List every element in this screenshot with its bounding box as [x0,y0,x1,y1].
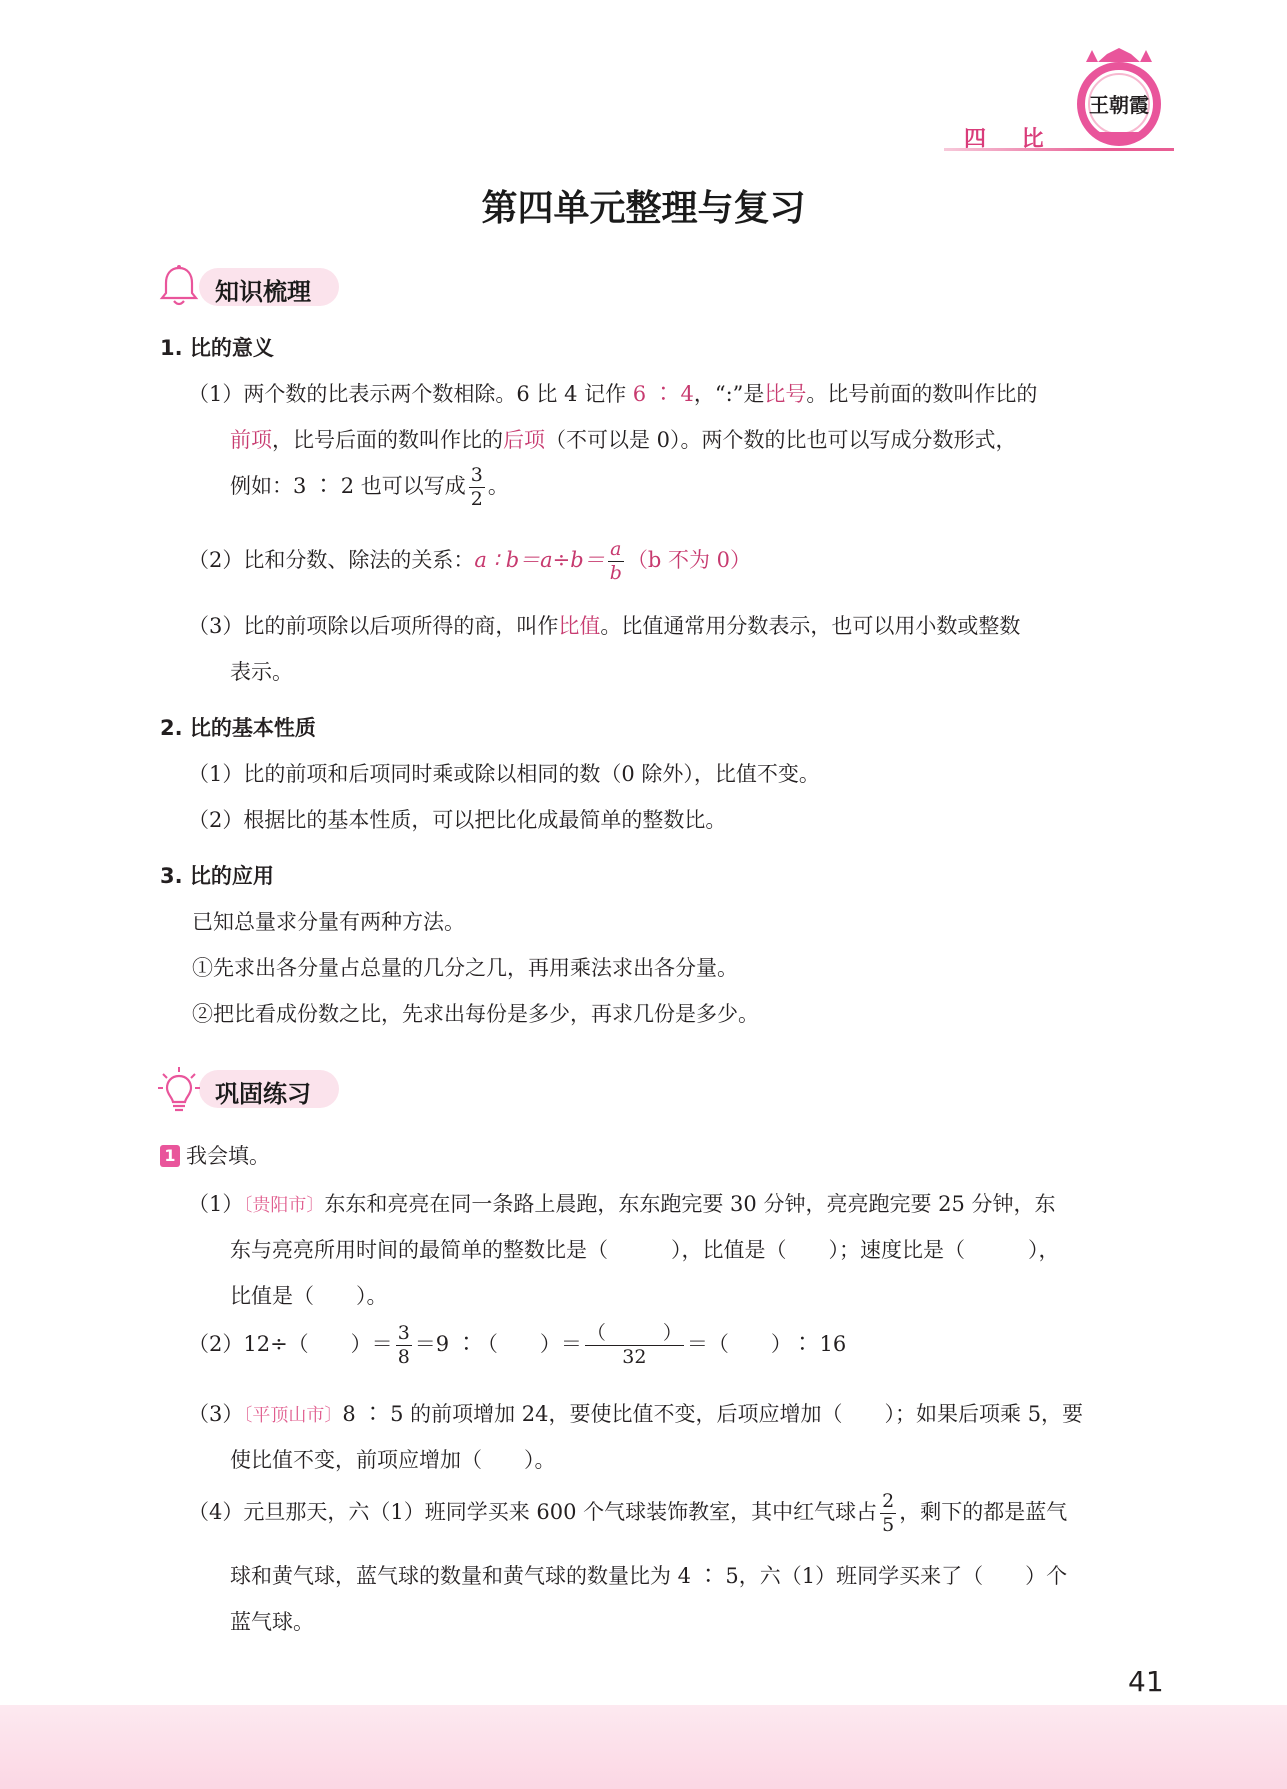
svg-text:王朝霞: 王朝霞 [1089,93,1149,117]
highlight-formula: a ∶ b＝a÷b＝ [474,548,605,572]
section-knowledge-label: 知识梳理 [215,278,311,306]
footer-band [0,1705,1287,1789]
text-span: （2）比和分数、除法的关系： [188,548,475,572]
highlight-term: 比号 [764,382,807,406]
fraction-numerator: （ ） [586,1322,682,1344]
text-line: 已知总量求分量有两种方法。 [192,910,465,934]
text-line: ②把比看成份数之比，先求出每份是多少，再求几份是多少。 [192,1002,759,1026]
text-line [188,1188,1056,1218]
text-span: 8 ∶ 5 的前项增加 24，要使比值不变，后项应增加（ ）；如果后项乘 5，要 [342,1402,1084,1426]
text-line: （1）比的前项和后项同时乘或除以相同的数（0 除外），比值不变。 [188,762,820,786]
text-line: 球和黄气球，蓝气球的数量和黄气球的数量比为 4 ∶ 5，六（1）班同学买来了（ ）个 [230,1564,1068,1588]
fraction-denominator: 2 [470,488,483,510]
fraction [469,466,485,509]
text-span: ＝9 ∶（ ）＝ [414,1332,582,1356]
highlight-formula: （b 不为 0） [626,548,752,572]
highlight-term: 后项 [503,428,545,452]
text-span: 。比号前面的数叫作比的 [806,382,1038,406]
highlight-term: 前项 [230,428,272,452]
highlight-term: 6 ∶ 4 [632,382,694,406]
text-line: 使比值不变，前项应增加（ ）。 [230,1448,556,1472]
text-line [188,610,1020,640]
highlight-term: 比值 [558,614,601,638]
source-tag: 〔贵阳市〕 [243,1195,325,1216]
fraction [396,1324,412,1367]
text-span: （1）两个数的比表示两个数相除。6 比 4 记作 [188,382,633,406]
text-span: ，比号后面的数叫作比的 [272,428,503,452]
text-line: 蓝气球。 [230,1610,314,1634]
fraction-denominator: b [609,562,622,584]
text-span: 。比值通常用分数表示，也可以用小数或整数 [600,614,1021,638]
text-line [188,1398,1083,1428]
text-line: 东与亮亮所用时间的最简单的整数比是（ ），比值是（ ）；速度比是（ ）， [230,1238,1060,1262]
text-span: （1） [188,1192,244,1216]
text-line: （2）根据比的基本性质，可以把比化成最简单的整数比。 [188,808,727,832]
text-line [188,378,1037,408]
fraction-numerator: a [610,538,622,560]
fraction-numerator: 3 [470,464,483,486]
fraction-denominator: 5 [882,1514,895,1536]
text-span: 例如：3 ∶ 2 也可以写成 [230,474,466,498]
text-span: 我会填。 [186,1144,270,1168]
text-line: ①先求出各分量占总量的几分之几，再用乘法求出各分量。 [192,956,738,980]
text-span: （3） [188,1402,244,1426]
question-title [160,1140,270,1170]
chapter-tag-text: 四 比 [964,127,1058,152]
text-span: 。 [487,474,509,498]
text-span: （2）12÷（ ）＝ [188,1332,393,1356]
section-practice-header [157,1066,377,1110]
chapter-tag [944,122,1174,152]
text-line [188,1492,1067,1535]
fraction-denominator: 8 [397,1346,410,1368]
text-span: （不可以是 0）。两个数的比也可以写成分数形式， [545,428,1017,452]
lightbulb-icon [157,1066,201,1114]
text-span: （3）比的前项除以后项所得的商，叫作 [188,614,559,638]
fraction [585,1324,684,1367]
heading-ratio-application: 3. 比的应用 [160,864,274,888]
question-number-badge: 1 [160,1145,180,1167]
text-span: 东东和亮亮在同一条路上晨跑，东东跑完要 30 分钟，亮亮跑完要 25 分钟，东 [324,1192,1056,1216]
source-tag: 〔平顶山市〕 [243,1405,343,1426]
page-title: 第四单元整理与复习 [481,188,806,229]
bell-icon [157,264,201,308]
text-line [230,424,1017,454]
text-span: ＝（ ）∶ 16 [686,1332,847,1356]
text-line: 比值是（ ）。 [230,1284,388,1308]
fraction [880,1492,896,1535]
fraction-denominator: 32 [585,1345,684,1367]
text-line [188,540,751,583]
text-span: ，剩下的都是蓝气 [899,1500,1068,1524]
section-knowledge-header [157,264,377,308]
fraction-numerator: 3 [397,1322,410,1344]
section-practice-label: 巩固练习 [215,1080,311,1108]
text-span: （4）元旦那天，六（1）班同学买来 600 个气球装饰教室，其中红气球占 [188,1500,878,1524]
page-number: 41 [1128,1665,1164,1698]
fraction [608,540,624,583]
text-line [230,466,509,509]
heading-ratio-meaning: 1. 比的意义 [160,336,274,360]
heading-ratio-property: 2. 比的基本性质 [160,716,316,740]
text-line [188,1324,846,1367]
fraction-numerator: 2 [882,1490,895,1512]
text-line: 表示。 [230,660,293,684]
text-span: ，“:”是 [693,382,765,406]
